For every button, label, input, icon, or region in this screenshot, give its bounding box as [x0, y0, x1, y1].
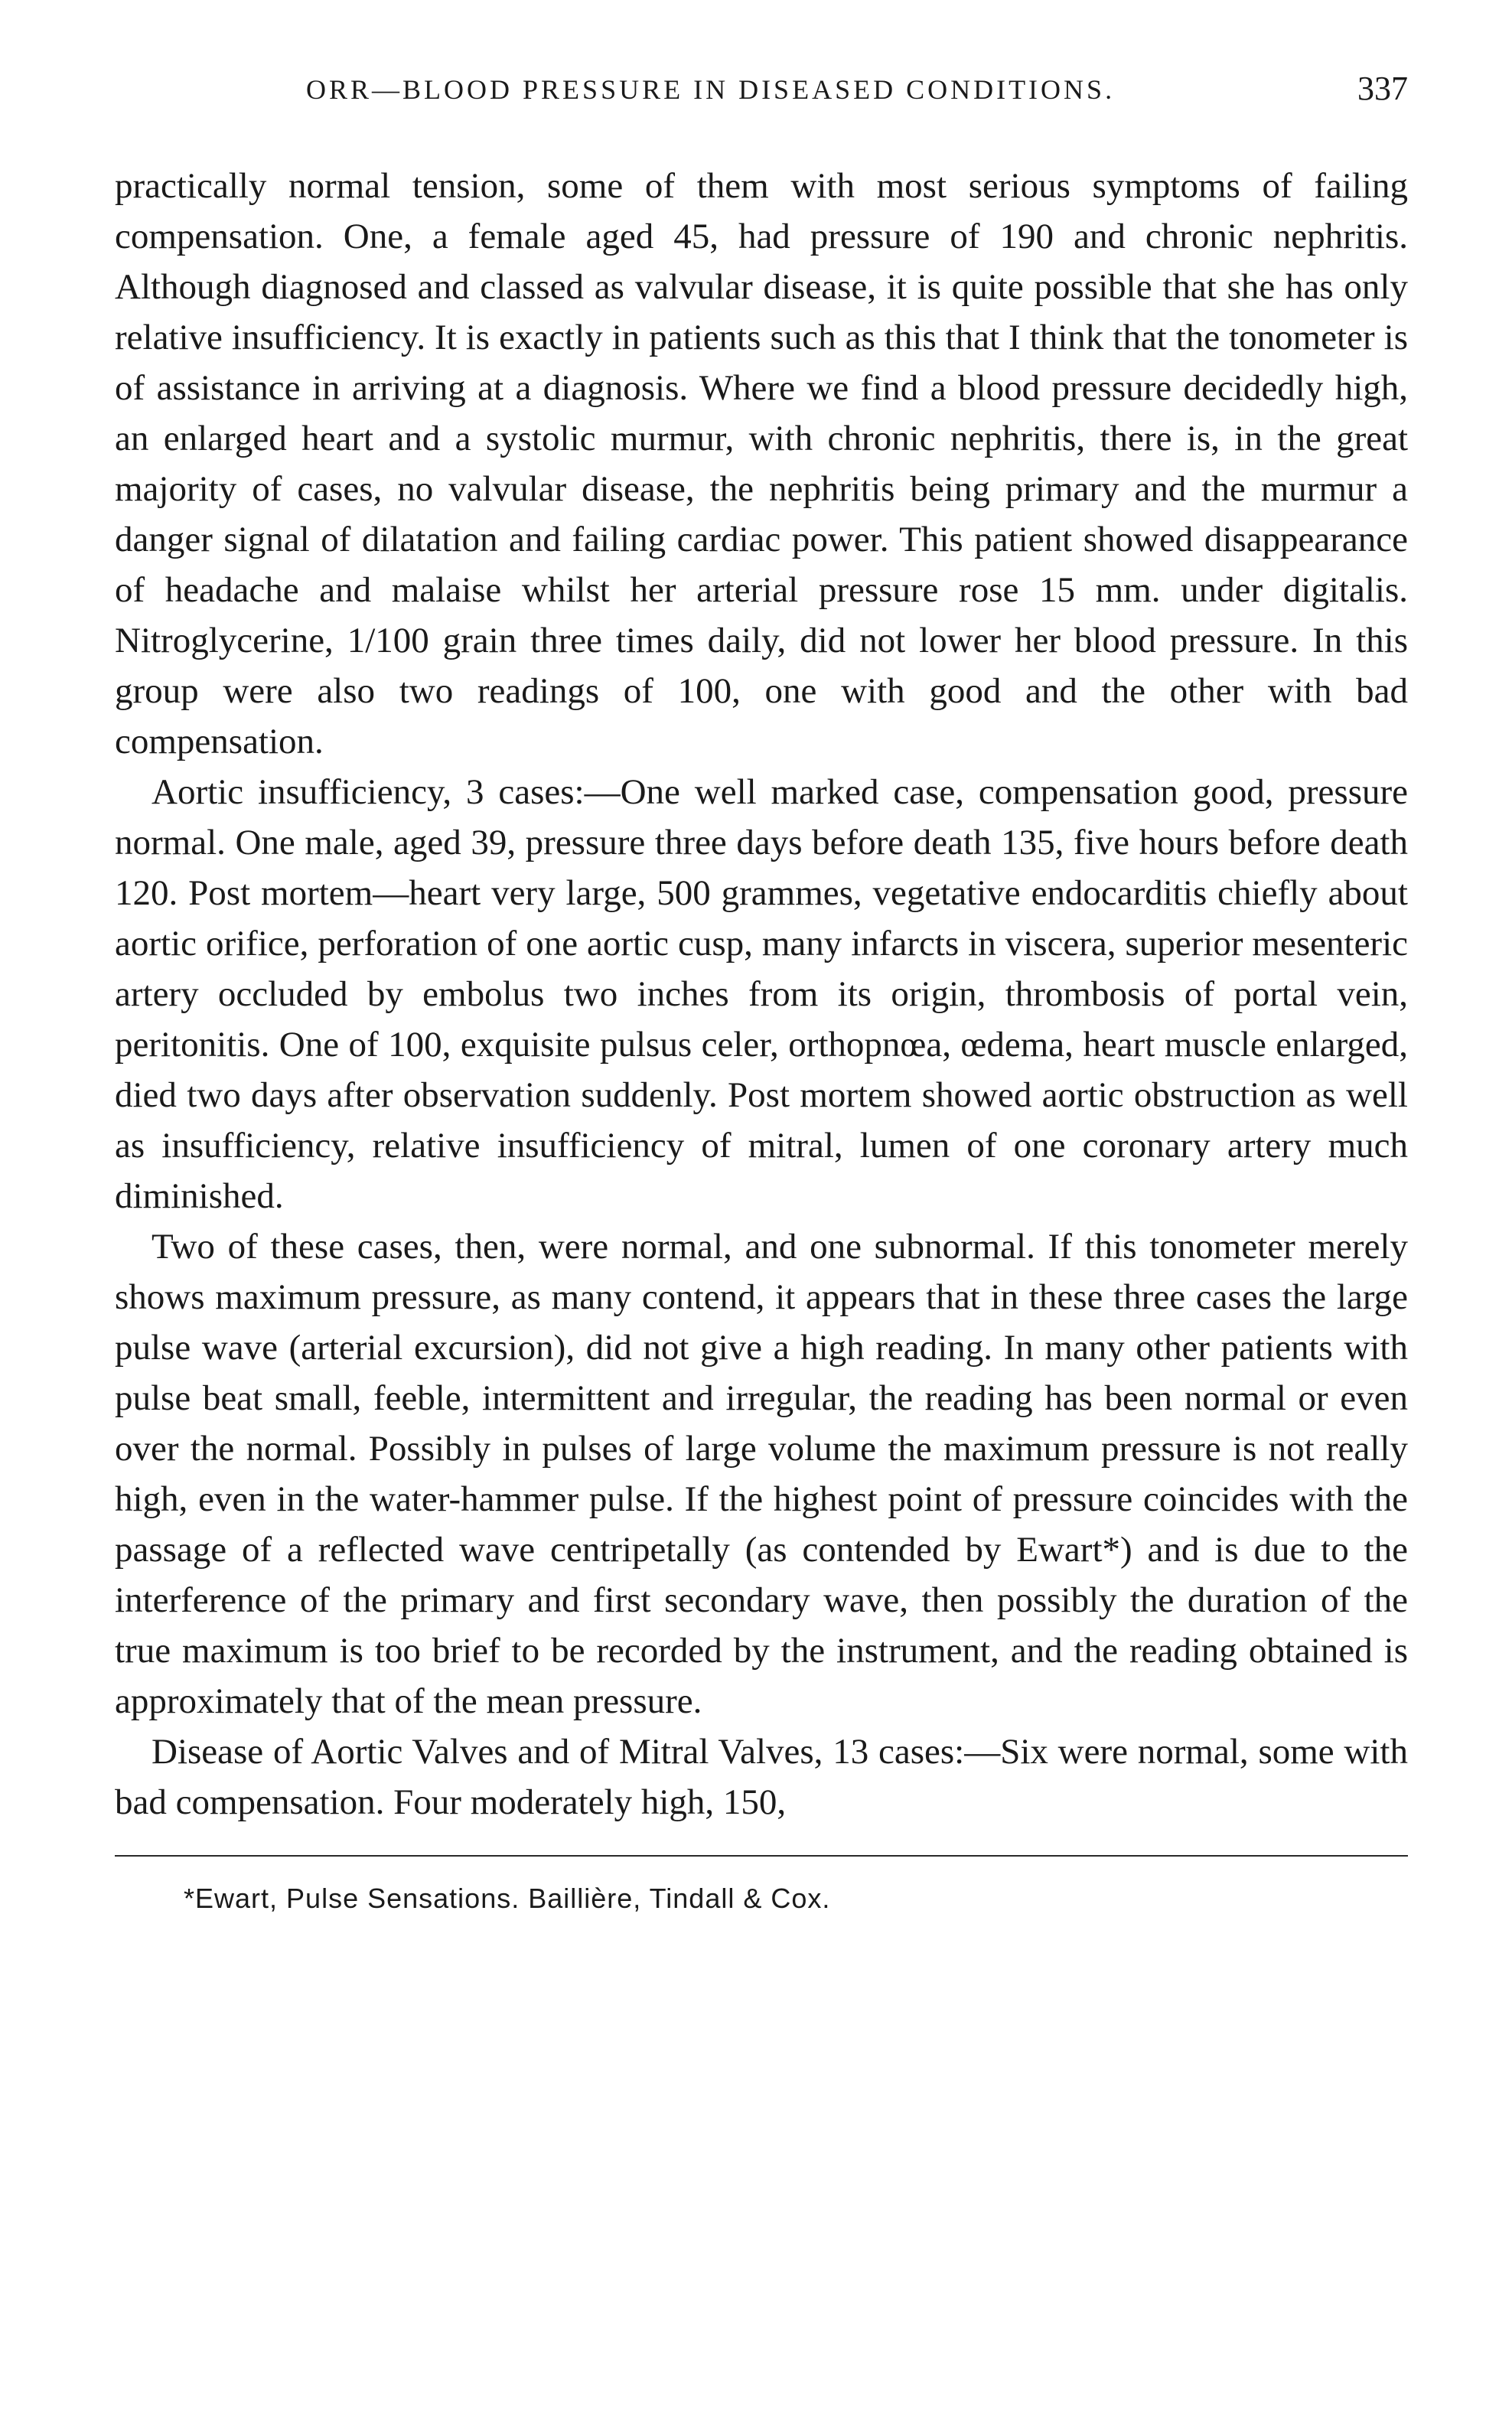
footnote: *Ewart, Pulse Sensations. Baillière, Tindall & Cox. [184, 1883, 831, 1914]
running-head [115, 69, 1408, 130]
body-text [115, 161, 1408, 1827]
document-page [115, 69, 1408, 1915]
paragraph-aortic-mitral: Disease of Aortic Valves and of Mitral Valves, 13 cases:—Six were normal, some with bad compensation. Four moderately high, 150, [115, 1732, 1408, 1822]
paragraph-continuation: practically normal tension, some of them with most serious symptoms of failing compensation. One, a female aged 45, had pressure of 190 and chronic nephritis. Although diagnosed and classed as valvular disease, it is quite possible that she has only relative insufficiency. It is exactly in patients such as this that I think that the tonometer is of assistance in arriving at a diagnosis. Where we find a blood pressure decidedly high, an enlarged heart and a systolic murmur, with chronic nephritis, there is, in the great majority of cases, no valvular disease, the nephritis being primary and the murmur a danger signal of dilatation and failing cardiac power. This patient showed disappearance of headache and malaise whilst her arterial pressure rose 15 mm. under digitalis. Nitroglycerine, 1/100 grain three times daily, did not lower her blood pressure. In this group were also two readings of 100, one with good and the other with bad compensation. [115, 166, 1408, 761]
paragraph-discussion: Two of these cases, then, were normal, and one subnormal. If this tonometer merely shows maximum pressure, as many contend, it appears that in these three cases the large pulse wave (arterial excursion), did not give a high reading. In many other patients with pulse beat small, feeble, intermittent and irregular, the reading has been normal or even over the normal. Possibly in pulses of large volume the maximum pressure is not really high, even in the water-hammer pulse. If the highest point of pressure coincides with the passage of a reflected wave centripetally (as contended by Ewart*) and is due to the interference of the primary and first secondary wave, then possibly the duration of the true maximum is too brief to be recorded by the instrument, and the reading obtained is approximately that of the mean pressure. [115, 1227, 1408, 1721]
page-number: 337 [1357, 70, 1408, 107]
footnote-divider [115, 1855, 1408, 1857]
paragraph-aortic-insufficiency: Aortic insufficiency, 3 cases:—One well marked case, compensation good, pressure normal. One male, aged 39, pressure three days before death 135, five hours before death 120. Post mortem—heart very large, 500 grammes, vegetative endocarditis chiefly about aortic orifice, perforation of one aortic cusp, many infarcts in viscera, superior mesenteric artery occluded by embolus two inches from its origin, thrombosis of portal vein, peritonitis. One of 100, exquisite pulsus celer, orthopnœa, œdema, heart muscle enlarged, died two days after observation suddenly. Post mortem showed aortic obstruction as well as insufficiency, relative insufficiency of mitral, lumen of one coronary artery much diminished. [115, 772, 1408, 1216]
running-title: ORR—BLOOD PRESSURE IN DISEASED CONDITIONS. [306, 74, 1116, 105]
